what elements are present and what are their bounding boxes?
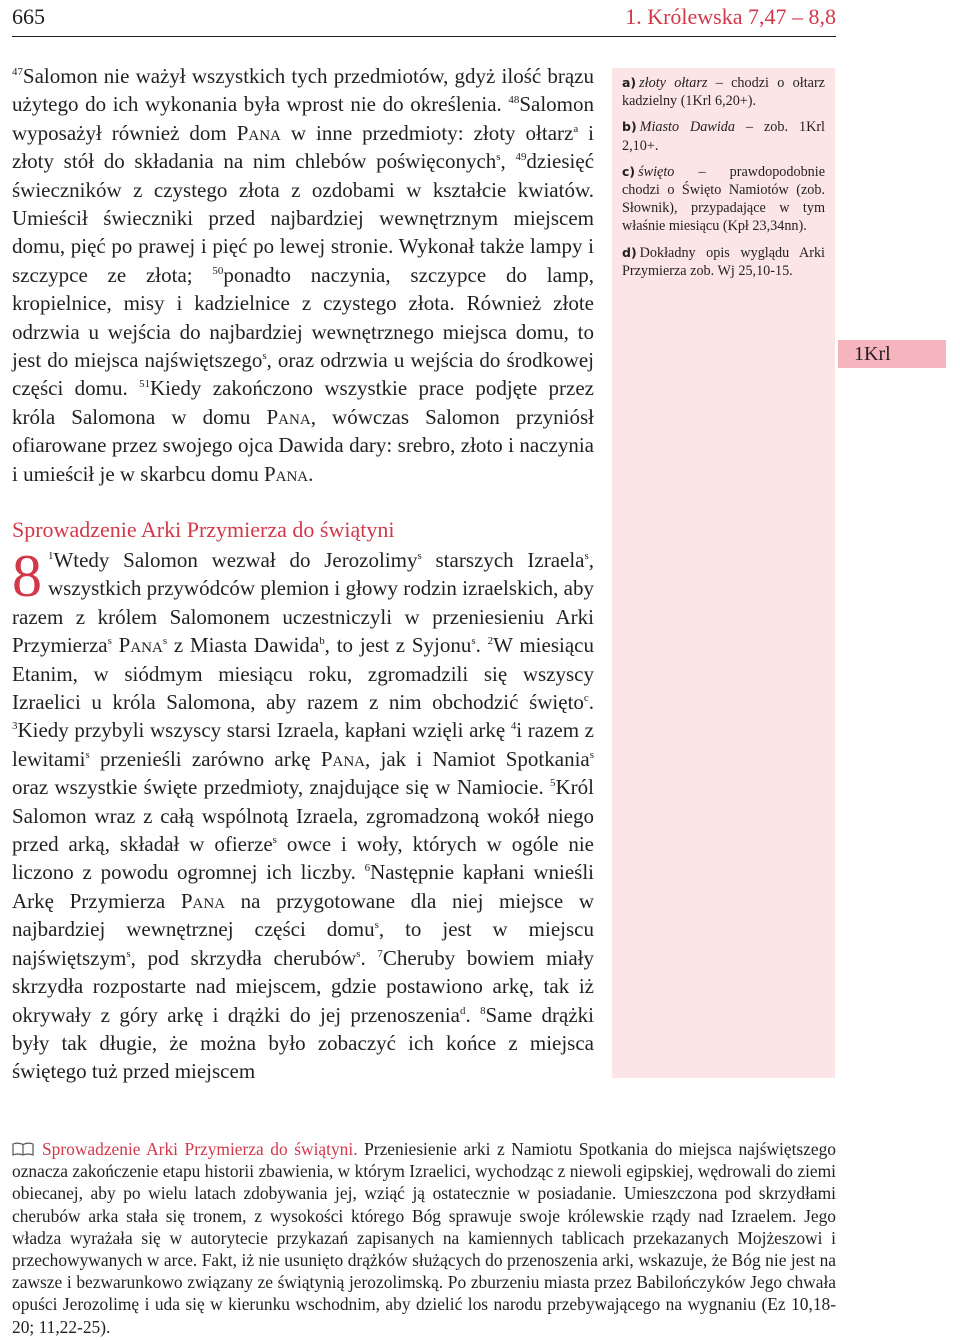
verse-marker: s <box>85 748 90 761</box>
chapter-number: 8 <box>12 543 42 609</box>
divine-name: Pana <box>180 888 226 913</box>
footnote <box>622 74 825 110</box>
text-run: Wtedy Salomon wezwał do Jerozolimy <box>53 548 418 572</box>
verse-marker: 47 <box>12 66 23 79</box>
text-run: . <box>588 690 594 715</box>
footnote <box>622 163 825 236</box>
verse-marker: s <box>126 947 131 960</box>
text-run: Salomon wyposażył również dom <box>12 92 594 145</box>
divine-name: Pana <box>236 120 281 145</box>
footnote-reference: Miasto Dawida <box>639 119 735 136</box>
verse-marker: 48 <box>508 94 520 107</box>
text-run: i razem z lewitami <box>12 718 594 771</box>
footnote-text: – chodzi o ołtarz kadzielny (1Krl 6,20+). <box>622 75 825 110</box>
verse-marker: s <box>496 151 501 164</box>
text-run: ponadto naczynia, szczypce do lamp, kropielnice, misy i kadzielnice z czystego złota. Również złote odrzwia u wejścia do najbardziej wewnętrznego miejsca domu, to jest do miejsca najświętszego <box>12 262 594 373</box>
text-run: , <box>500 149 516 174</box>
footnote-letter: d) <box>622 244 637 260</box>
verse-marker: 7 <box>377 947 383 960</box>
verses-8-1-8 <box>12 543 594 1086</box>
text-run: dziesięć świeczników z czystego złota z ozdobami w kształcie kwiatów. Umieścił świeczniki przed najbardziej wewnętrznym miejscem domu, pięć po prawej i pięć po lewej stronie. Wykonał także lampy i szczypce ze złota; <box>12 149 595 287</box>
header-rule <box>12 36 836 37</box>
text-run: . <box>475 633 488 658</box>
verse-marker: s <box>262 350 267 363</box>
text-run: w inne przedmioty: złoty ołtarz <box>280 120 574 145</box>
verse-marker: 4 <box>510 720 517 733</box>
text-run: Kiedy zakończono wszystkie prace podjęte przez króla Salomona w domu <box>12 376 594 429</box>
text-run: starszych Izraela <box>421 548 585 572</box>
text-run: W miesiącu Etanim, w siódmym miesiącu roku, zgromadzili się wszyscy Izraelici u króla Salomona, aby razem z nim obchodzić święto <box>12 633 594 715</box>
open-book-icon <box>12 1142 34 1156</box>
verse-marker: s <box>417 550 422 563</box>
text-run: Cheruby bowiem miały skrzydła rozpostarte nad miejscem, gdzie postawiono arkę, tak iż okrywały z góry arkę i drążki do jej przenoszenia <box>12 945 594 1027</box>
text-run: . <box>308 461 314 486</box>
verse-marker: 5 <box>550 777 556 790</box>
text-run: z Miasta Dawida <box>167 633 320 658</box>
verse-marker: s <box>107 635 112 648</box>
verse-marker: s <box>162 635 168 648</box>
verse-marker: s <box>356 947 361 960</box>
divine-name: Pana <box>263 461 309 486</box>
verse-marker: 6 <box>364 862 371 875</box>
text-run: przenieśli zarówno arkę <box>89 746 321 771</box>
commentary-title: Sprowadzenie Arki Przymierza do świątyni. <box>42 1139 358 1159</box>
verse-marker: b <box>319 635 325 648</box>
main-paragraph <box>12 543 594 1086</box>
footnote-reference: święto <box>638 163 675 180</box>
text-run: Król Salomon wraz z całą wspólnotą Izraela, zgromadzoną wokół niego przed arką, składał w ofierze <box>12 775 594 857</box>
main-paragraph-text <box>12 543 594 1084</box>
page-number: 665 <box>12 4 45 29</box>
text-run: . <box>360 945 378 970</box>
footnote-text: – prawdopodobnie chodzi o Święto Namiotów (zob. Słownik), przypadające w tym właśnie miesiącu (Kpł 23,34nn). <box>622 163 825 235</box>
verse-marker: 1 <box>48 550 54 563</box>
verse-marker: 8 <box>480 1004 486 1017</box>
text-run: , wszystkich przywódców plemion i głowy rodzin izraelskich, aby razem z królem Salomonem uczestniczyli w przeniesieniu Arki Przymierza <box>12 548 594 658</box>
footnote-reference: złoty ołtarz <box>639 75 708 91</box>
text-run: , wówczas Salomon przyniósł ofiarowane przez swojego ojca Dawida dary: srebro, złoto i naczynia i umieścił je w skarbcu domu <box>12 404 594 486</box>
divine-name: Pana <box>118 633 163 658</box>
text-run: Następnie kapłani wnieśli Arkę Przymierza <box>12 860 594 913</box>
footnote-text: Dokładny opis wyglądu Arki Przymierza zob. Wj 25,10-15. <box>622 244 825 279</box>
divine-name: Pana <box>320 746 365 771</box>
verse-marker: c <box>583 692 589 705</box>
verse-marker: s <box>471 635 476 648</box>
verse-marker: 51 <box>139 378 151 391</box>
footnote <box>622 118 825 154</box>
text-run: , pod skrzydła cherubów <box>130 945 357 970</box>
text-run: owce i woły, których w ogóle nie liczono z powodu ogromnej ich liczby. <box>12 832 594 885</box>
footnote-letter: b) <box>622 119 637 135</box>
verse-marker: 49 <box>515 151 527 164</box>
commentary-box <box>12 1138 836 1338</box>
top-paragraph <box>12 62 594 488</box>
commentary-paragraph <box>12 1138 836 1338</box>
text-run: . <box>465 1002 481 1027</box>
text-run: i złoty stół do składania na nim chlebów poświęconych <box>12 120 594 174</box>
divine-name: Pana <box>266 404 311 429</box>
text-run: oraz wszystkie święte przedmioty, znajdujące się w Namiocie. <box>12 775 551 800</box>
commentary-text: Przeniesienie arki z Namiotu Spotkania do miejsca najświętszego oznacza zakończenie etapu historii zbawienia, w którym Izraelici, wychodząc z niewoli egipskiej, wędrowali do ziemi obiecanej, aby po wielu latach zdobywania jej, wziąć ją ostatecznie w posiadanie. Umieszczona pod skrzydłami cherubów arka stała się tronem, z wysokości którego Bóg sprawuje swoje królewskie rządy nad Izraelem. Jego władza wyrażała się w autorytecie przykazań zapisanych na kamiennych tablicach przekazanych Mojżeszowi i przechowywanych w arce. Fakt, iż nie usunięto drążków służących do przenoszenia arki, wskazuje, że Bóg nie jest na zawsze i bezwarunkowo związany ze świątynią jerozolimską. Po zburzeniu miasta przez Babilończyków Jego chwała opuści Jerozolimę i uda się w kierunku wschodnim, aby dzielić los narodu przebywającego na wygnaniu (Ez 10,18-20; 11,22-25). <box>12 1139 837 1337</box>
verse-marker: s <box>272 834 277 847</box>
footnote-text: – zob. 1Krl 2,10+. <box>622 119 825 154</box>
verse-marker: 3 <box>12 720 18 733</box>
section-title: Sprowadzenie Arki Przymierza do świątyni <box>12 517 395 542</box>
verse-marker: 2 <box>487 635 494 648</box>
text-run: Same drążki były tak długie, że można było zobaczyć ich końce z miejsca świętego tuż przed miejscem <box>12 1002 594 1084</box>
verse-marker: s <box>584 550 589 563</box>
footnote-letter: c) <box>622 163 636 179</box>
book-tab: 1Krl <box>838 340 946 368</box>
verse-marker: s <box>589 748 594 761</box>
footnote <box>622 244 825 280</box>
footnote-letter: a) <box>622 75 637 90</box>
text-run: , to jest w miejscu najświętszym <box>12 917 594 970</box>
text-run: na przygotowane dla niej miejsce w najbardziej wewnętrznej części domu <box>12 888 594 942</box>
verse-marker: a <box>573 122 579 135</box>
text-run: , to jest z Syjonu <box>324 633 472 658</box>
verse-marker: s <box>374 919 379 932</box>
footnotes-panel <box>612 68 835 1078</box>
text-run: Salomon nie ważył wszystkich tych przedmiotów, gdyż ilość brązu użytego do ich wykonania była wprost nie do określenia. <box>12 64 594 117</box>
footnotes-list <box>612 68 835 280</box>
text-run: , jak i Namiot Spotkania <box>365 746 590 771</box>
text-run: , oraz odrzwia u wejścia do środkowej części domu. <box>12 348 594 401</box>
verse-marker: d <box>460 1004 466 1017</box>
text-run <box>112 633 119 657</box>
verse-marker: 50 <box>212 264 224 277</box>
running-head: 1. Królewska 7,47 – 8,8 <box>625 4 836 29</box>
verses-7-47-51 <box>12 62 594 488</box>
text-run: Kiedy przybyli wszyscy starsi Izraela, kapłani wzięli arkę <box>17 718 511 743</box>
